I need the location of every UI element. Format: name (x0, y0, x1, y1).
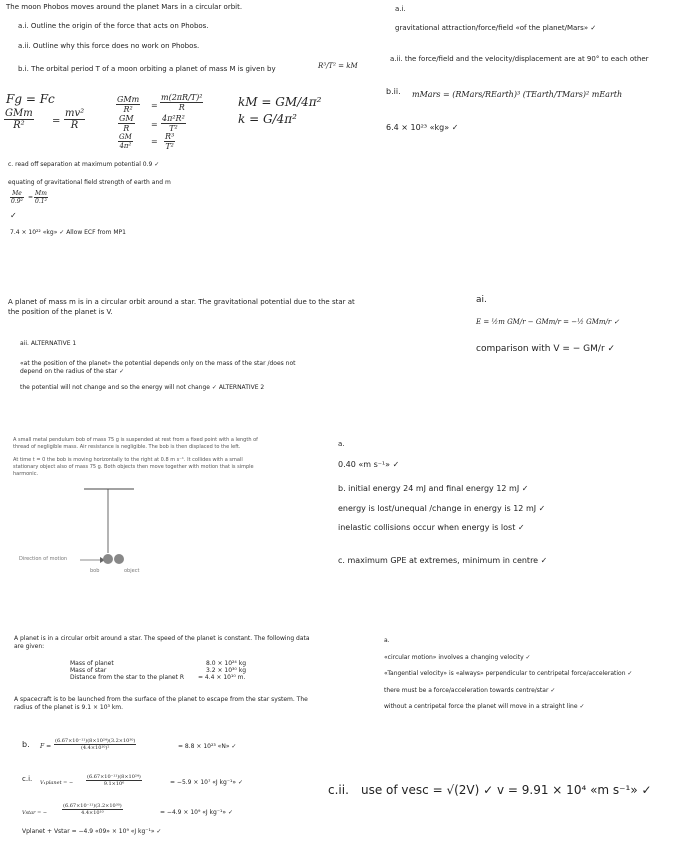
answer-b-label: b. (22, 740, 30, 749)
pendulum-question-line1: A small metal pendulum bob of mass 75 g is suspended at rest from a fixed point with a length of (13, 437, 258, 443)
pendulum-question-line5: harmonic. (13, 471, 39, 477)
direction-of-motion-label: Direction of motion (19, 556, 68, 562)
data-row-label-2: Mass of star (70, 667, 107, 674)
answer-ai-label: ai. (476, 295, 487, 305)
pendulum-question-line4: stationary object also of mass 75 g. Both objects then move together with motion that is simple (13, 464, 254, 470)
pendulum-question-line2: thread of negligible mass. Air resistance is negligible. The bob is then displaced to the left. (13, 444, 241, 450)
eq-mid1-lhs: GMm R² (117, 95, 140, 114)
pendulum-question-line3: At time t = 0 the bob is moving horizontally to the right at 0.8 m s⁻¹. It collides with a small (13, 457, 243, 463)
eq-mid3-rhs: $\frac{\text{R³}}{\text{T²}}$ (165, 132, 175, 151)
answer-circular-a-label: a. (384, 637, 390, 644)
answer-c-fraction-moon: $\frac{Mm}{\text{0.1²}}$ (35, 190, 47, 205)
answer-aii-line3: the potential will not change and so the energy will not change ✓ ALTERNATIVE 2 (20, 384, 265, 391)
answer-a-label: a. (338, 440, 345, 448)
force-equality-equation: Fg = Fc (6, 92, 55, 106)
eq-mid1-rhs: $\frac{\text{m(2πR/T)²}}{R}$ (161, 93, 203, 112)
question-b-i: b.i. The orbital period T of a moon orbiting a planet of mass M is given by (18, 65, 276, 73)
answer-ai-comparison: comparison with V = − GM/r ✓ (476, 344, 616, 354)
answer-cii-label: c.ii. (328, 783, 349, 797)
answer-b-ii-equation: mMars = (RMars/REarth)³ (TEarth/TMars)² mEarth (412, 90, 623, 99)
answer-c-equals: = (28, 194, 34, 201)
km-equation: kM = GM/4π² (238, 95, 322, 109)
planet-potential-question-line2: the position of the planet is V. (8, 308, 113, 316)
object-circle (114, 554, 124, 564)
answer-c-read: c. read off separation at maximum potential 0.9 ✓ (8, 161, 160, 168)
data-row-label-1: Mass of planet (70, 660, 114, 667)
orbital-period-formula: R³/T² = kM (318, 62, 358, 70)
data-row-value-1: 8.0 × 10²⁴ kg (206, 660, 247, 667)
eq-mid3-lhs: $\frac{GM}{\text{4π²}}$ (119, 133, 132, 150)
object-label: object (124, 568, 140, 574)
eq-mid2-equals: = (151, 120, 158, 129)
orbit-data-question-line1: A planet is in a circular orbit around a star. The speed of the planet is constant. The following data (14, 635, 310, 642)
answer-a-i: gravitational attraction/force/field «of the planet/Mars» ✓ (395, 24, 597, 32)
answer-a: 0.40 «m s⁻¹» ✓ (338, 460, 400, 469)
eq-mid2-rhs: $\frac{\text{4π²R²}}{\text{T²}}$ (162, 114, 185, 133)
answer-aii-line1: «at the position of the planet» the potential depends only on the mass of the star /does not (20, 360, 296, 367)
answer-ci-lhs: V₁planet = − (40, 780, 74, 786)
answer-vstar-lhs: Vstar = − (22, 810, 48, 816)
phobos-question-intro: The moon Phobos moves around the planet Mars in a circular orbit. (6, 3, 243, 11)
answer-circular-a-line1: «circular motion» involves a changing velocity ✓ (384, 654, 531, 661)
bob-circle (103, 554, 113, 564)
answer-b-line1: b. initial energy 24 mJ and final energy 12 mJ ✓ (338, 484, 529, 493)
answer-c: c. maximum GPE at extremes, minimum in centre ✓ (338, 556, 548, 565)
data-row-value-2: 3.2 × 10³⁰ kg (206, 667, 247, 674)
question-a-ii: a.ii. Outline why this force does no work on Phobos. (18, 42, 200, 50)
answer-b-fraction: $\frac{\text{(6.67×10⁻¹¹)(8×10²⁴)(3.2×10³⁰)}}{\text{(4.4×10¹⁰)²}}$ (55, 738, 136, 751)
answer-a-ii: a.ii. the force/field and the velocity/displacement are at 90° to each other (390, 55, 649, 63)
orbit-data-question-line2: are given: (14, 643, 45, 650)
orbit-data-question-line4: radius of the planet is 9.1 × 10³ km. (14, 704, 124, 711)
answer-b-line3: inelastic collisions occur when energy is lost ✓ (338, 523, 525, 532)
answer-vstar-result: = −4.9 × 10⁹ «J kg⁻¹» ✓ (160, 809, 233, 816)
answer-b-f: F = (40, 743, 52, 750)
answer-aii-label: aii. ALTERNATIVE 1 (20, 340, 77, 347)
data-row-value-3: = 4.4 × 10¹⁰ m. (198, 674, 246, 681)
answer-a-i-label: a.i. (395, 5, 406, 13)
answer-c-equating: equating of gravitational field strength of earth and m (8, 179, 171, 186)
answer-b-result: = 8.8 × 10²³ «N» ✓ (178, 743, 237, 750)
answer-v-sum: Vplanet + Vstar = −4.9 «09» × 10⁹ «J kg⁻¹» ✓ (22, 828, 162, 835)
answer-circular-a-line2: «Tangential velocity» is «always» perpendicular to centripetal force/acceleration ✓ (384, 670, 633, 677)
eq-mid1-equals: = (151, 101, 158, 110)
answer-aii-line2: depend on the radius of the star ✓ (20, 368, 125, 375)
eq-mid2-lhs: $\frac{GM}{R}$ (119, 114, 134, 133)
k-equation: k = G/4π² (238, 112, 297, 126)
answer-ci-result: = −5.9 × 10⁷ «J kg⁻¹» ✓ (170, 779, 243, 786)
answer-c-result: 7.4 × 10²² «kg» ✓ Allow ECF from MP1 (10, 229, 126, 236)
planet-potential-question-line1: A planet of mass m is in a circular orbit around a star. The gravitational potential due to the star at (8, 298, 355, 306)
answer-circular-a-line3: there must be a force/acceleration towards centre/star ✓ (384, 687, 556, 694)
answer-ci-label: c.i. (22, 775, 33, 783)
answer-ci-fraction: $\frac{\text{(6.67×10⁻¹¹)(8×10²⁴)}}{\text{9.1×10⁶}}$ (87, 774, 141, 787)
eq-equals: = (52, 116, 61, 127)
answer-b-ii-value: 6.4 × 10²³ «kg» ✓ (386, 123, 459, 132)
bob-label: bob (90, 568, 100, 574)
answer-cii-text: use of vesc = √(2V) ✓ v = 9.91 × 10⁴ «m s⁻¹» ✓ (361, 783, 652, 797)
answer-b-ii-label: b.ii. (386, 87, 401, 96)
eq-lhs-fraction: GMm R² (5, 108, 33, 131)
data-row-label-3: Distance from the star to the planet R (70, 674, 185, 681)
answer-vstar-fraction: $\frac{\text{(6.67×10⁻¹¹)(3.2×10³⁰)}}{\text{4.4×10¹⁰}}$ (63, 803, 122, 816)
orbit-data-question-line3: A spacecraft is to be launched from the surface of the planet to escape from the star system. The (14, 696, 308, 703)
answer-c-fraction-earth: $\frac{Me}{\text{0.9²}}$ (11, 190, 23, 205)
answer-c-tick: ✓ (10, 211, 17, 220)
question-a-i: a.i. Outline the origin of the force that acts on Phobos. (18, 22, 209, 30)
answer-b-line2: energy is lost/unequal /change in energy is 12 mJ ✓ (338, 504, 546, 513)
answer-ai-equation: E = ½m GM/r − GMm/r = −½ GMm/r ✓ (476, 318, 620, 326)
eq-rhs-fraction: $\frac{\text{mv²}}{R}$ (65, 108, 85, 131)
eq-mid3-equals: = (151, 137, 158, 146)
answer-circular-a-line4: without a centripetal force the planet will move in a straight line ✓ (384, 703, 585, 710)
